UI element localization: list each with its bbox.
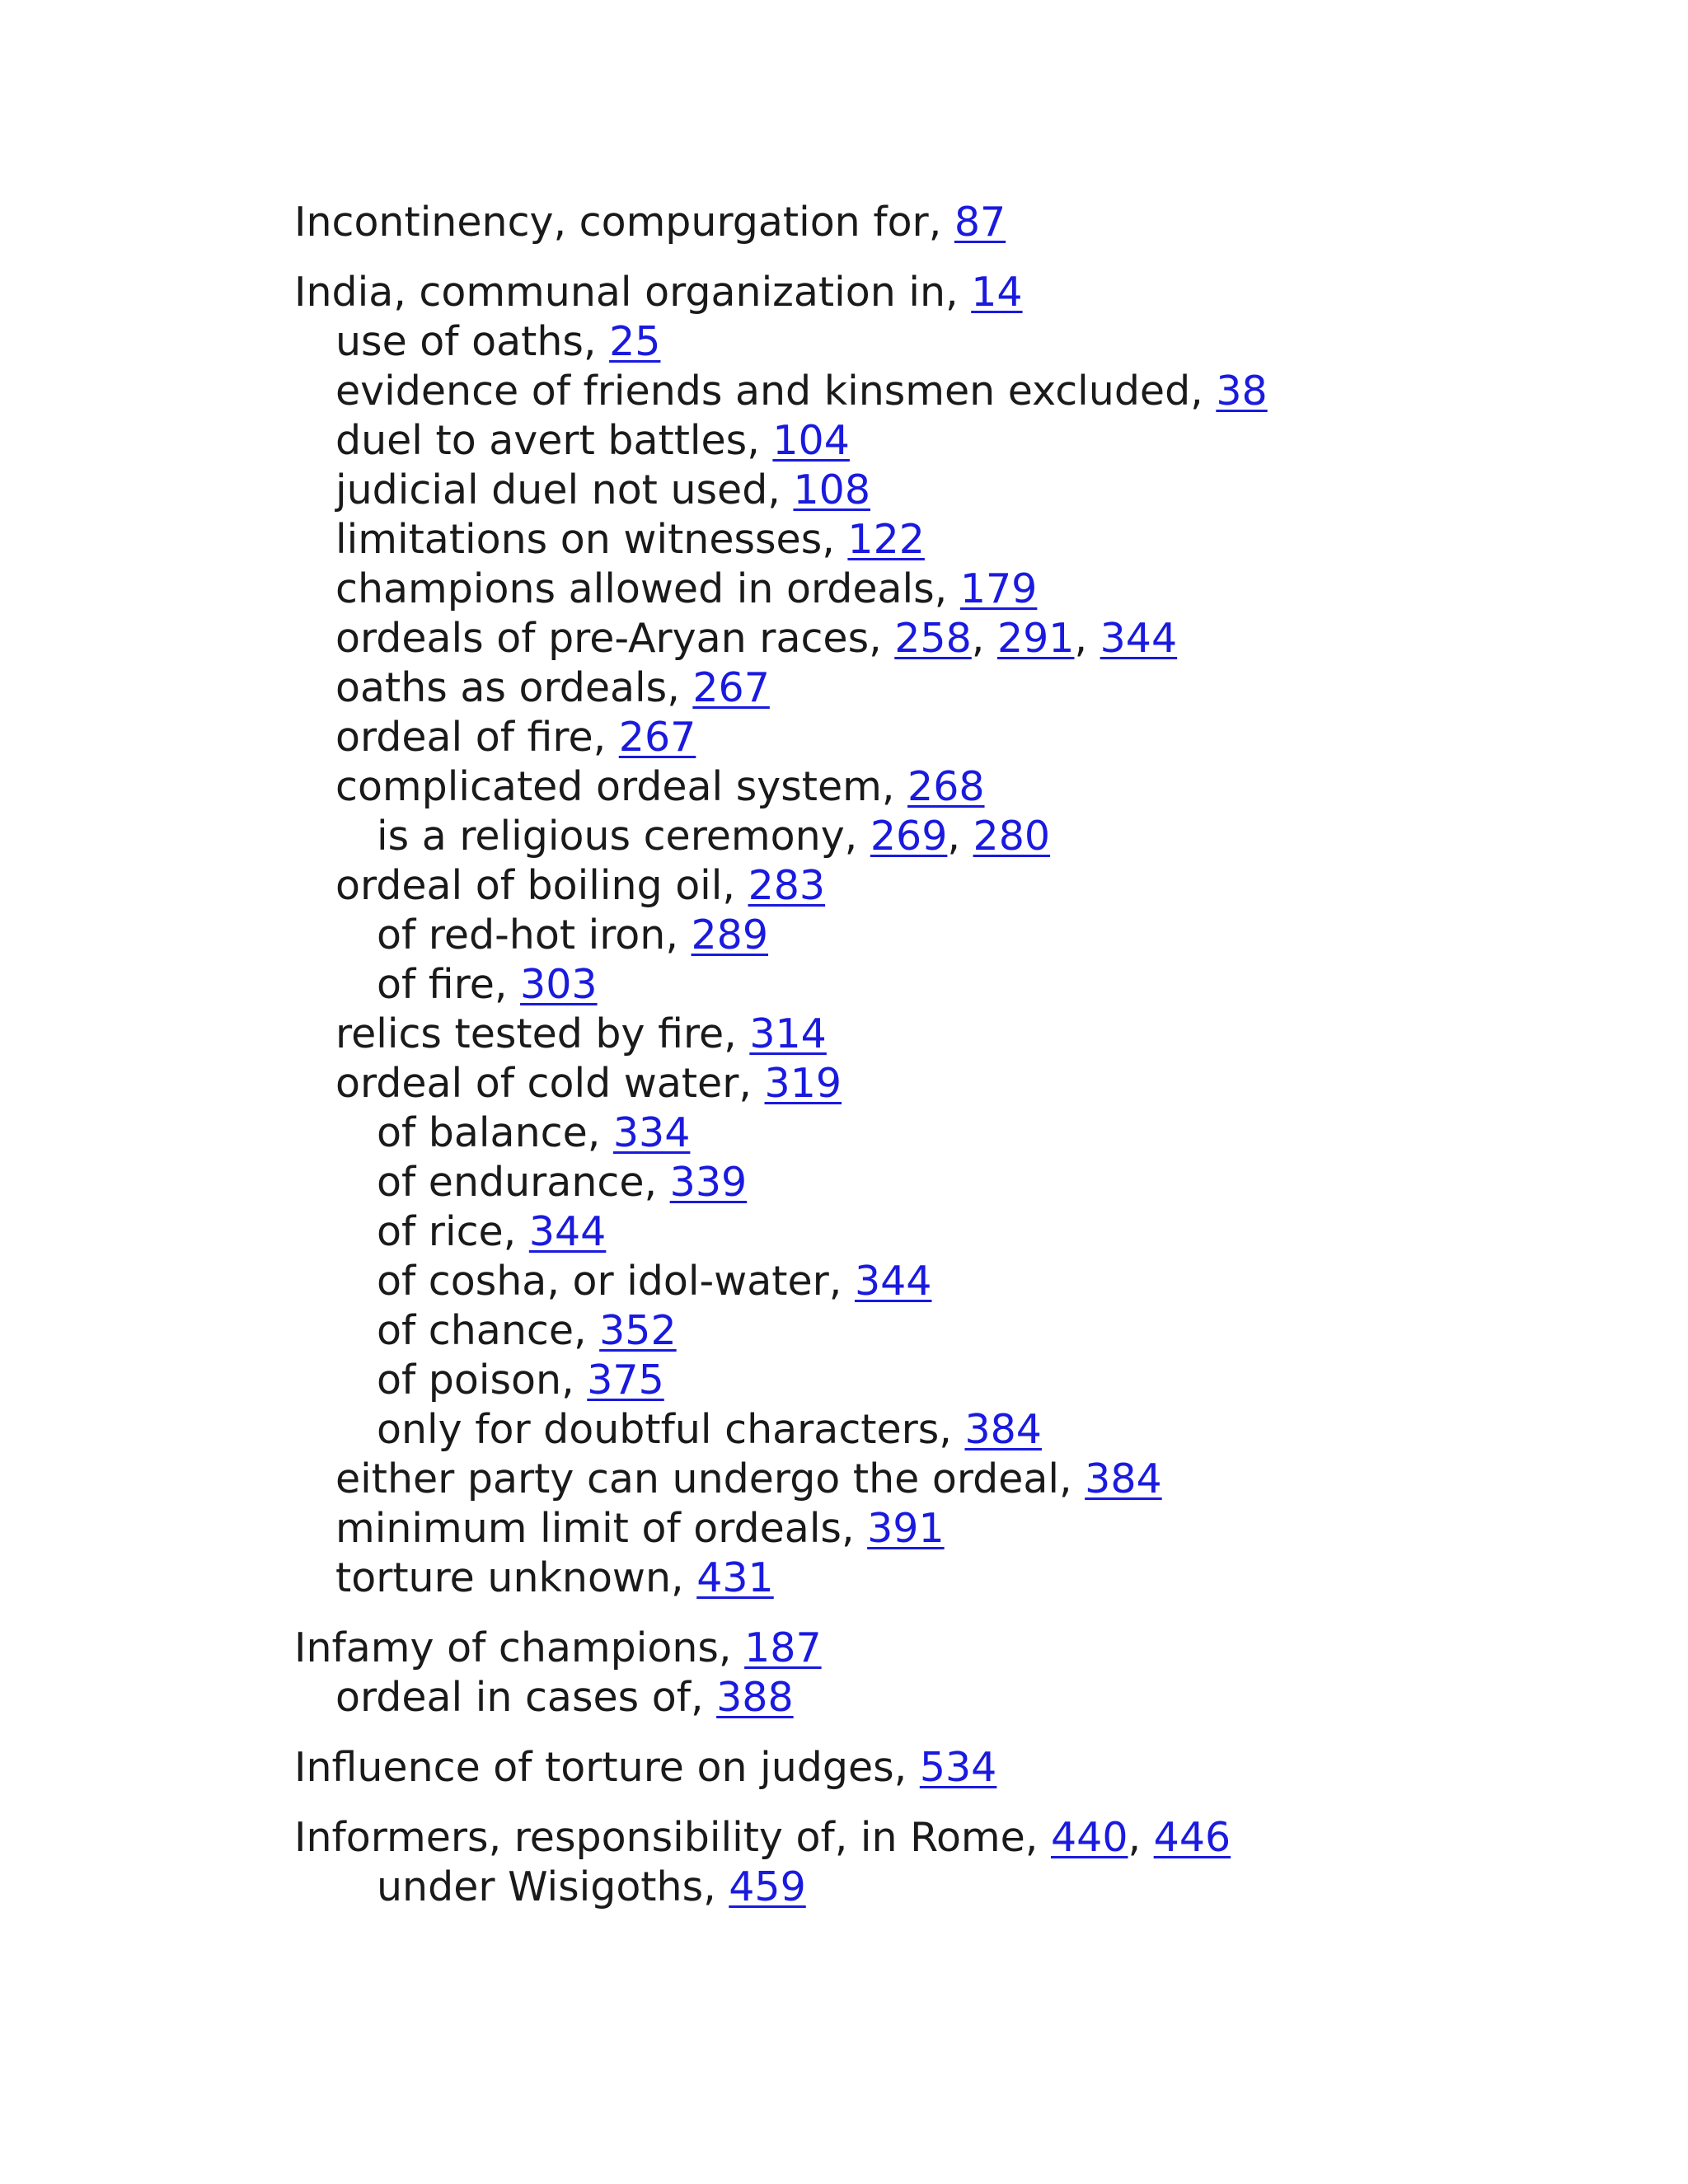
page-link[interactable]: 446 — [1153, 1814, 1231, 1861]
index-entry — [294, 1743, 1613, 1793]
index-entry — [294, 1207, 1613, 1257]
page-link[interactable]: 289 — [691, 912, 769, 958]
index-entry — [294, 565, 1613, 614]
page-link[interactable]: 314 — [749, 1010, 827, 1057]
index-entry — [294, 1158, 1613, 1207]
index-entry-text: of endurance, — [377, 1159, 670, 1206]
index-entry-text: India, communal organization in, — [294, 269, 972, 316]
index-entry — [294, 960, 1613, 1010]
page-link[interactable]: 339 — [669, 1159, 748, 1206]
index-entry-text: minimum limit of ordeals, — [335, 1505, 868, 1552]
page-link[interactable]: 344 — [854, 1258, 932, 1305]
index-entry-text: Informers, responsibility of, in Rome, — [294, 1814, 1051, 1861]
index-entry-text: of rice, — [377, 1208, 529, 1255]
index-entry — [294, 515, 1613, 565]
page-link[interactable]: 459 — [729, 1863, 806, 1910]
page-link[interactable]: 38 — [1216, 368, 1268, 415]
index-entry-text: Incontinency, compurgation for, — [294, 199, 954, 246]
index-entry-text: of fire, — [377, 961, 521, 1008]
index-entry — [294, 317, 1613, 367]
index-entry — [294, 762, 1613, 812]
index-entry — [294, 1306, 1613, 1356]
page-link[interactable]: 388 — [716, 1674, 794, 1721]
index-entry-text: limitations on witnesses, — [335, 516, 848, 563]
page-link[interactable]: 108 — [793, 466, 870, 513]
index-entry — [294, 466, 1613, 515]
index-entry-text: Influence of torture on judges, — [294, 1744, 920, 1791]
page-link[interactable]: 269 — [870, 813, 948, 860]
page-link[interactable]: 334 — [612, 1109, 691, 1156]
index-entry — [294, 1010, 1613, 1059]
index-entry-text: of red-hot iron, — [377, 912, 692, 958]
index-entry — [294, 1455, 1613, 1504]
index-entry — [294, 1108, 1613, 1158]
page-separator: , — [1128, 1814, 1154, 1861]
index-entry-text: torture unknown, — [335, 1554, 697, 1601]
page-separator: , — [947, 813, 973, 860]
index-entry-text: ordeals of pre-Aryan races, — [335, 615, 895, 662]
index-entry — [294, 1863, 1613, 1912]
index-entry — [294, 198, 1613, 247]
index-entry-text: champions allowed in ordeals, — [335, 565, 960, 612]
index-entry — [294, 416, 1613, 466]
index-entry — [294, 1813, 1613, 1863]
page-link[interactable]: 384 — [964, 1406, 1042, 1453]
index-entry — [294, 1257, 1613, 1306]
index-entry-text: relics tested by fire, — [335, 1010, 750, 1057]
index-entry — [294, 1673, 1613, 1722]
page-link[interactable]: 267 — [618, 714, 696, 761]
page-link[interactable]: 258 — [894, 615, 972, 662]
page-link[interactable]: 283 — [748, 862, 826, 909]
index-entry — [294, 911, 1613, 960]
index-entry-text: duel to avert battles, — [335, 417, 773, 464]
index-entry-text: ordeal in cases of, — [335, 1674, 717, 1721]
index-entry — [294, 1624, 1613, 1673]
page-link[interactable]: 344 — [1100, 615, 1178, 662]
index-entry-text: of cosha, or idol-water, — [377, 1258, 855, 1305]
index-entry-text: ordeal of fire, — [335, 714, 619, 761]
index-entry-text: of poison, — [377, 1357, 588, 1404]
index-entry — [294, 1356, 1613, 1405]
index-entry — [294, 1405, 1613, 1455]
page-link[interactable]: 104 — [772, 417, 850, 464]
index-entry-text: evidence of friends and kinsmen excluded, — [335, 368, 1217, 415]
page-link[interactable]: 440 — [1050, 1814, 1128, 1861]
page-link[interactable]: 303 — [520, 961, 598, 1008]
index-entry-text: of chance, — [377, 1307, 600, 1354]
page-link[interactable]: 25 — [609, 318, 661, 365]
index-entry-text: either party can undergo the ordeal, — [335, 1455, 1085, 1502]
index-entry — [294, 1059, 1613, 1108]
index-entry — [294, 1504, 1613, 1554]
page-link[interactable]: 122 — [847, 516, 925, 563]
page-link[interactable]: 179 — [959, 565, 1038, 612]
index-entry — [294, 614, 1613, 663]
index-entry — [294, 713, 1613, 762]
index-entry-text: judicial duel not used, — [335, 466, 794, 513]
page-link[interactable]: 291 — [996, 615, 1075, 662]
page-link[interactable]: 267 — [692, 664, 770, 711]
page-link[interactable]: 391 — [867, 1505, 945, 1552]
index-entry-text: ordeal of boiling oil, — [335, 862, 748, 909]
index-entry — [294, 367, 1613, 416]
index-entry-text: Infamy of champions, — [294, 1624, 745, 1671]
index-entry-text: ordeal of cold water, — [335, 1060, 765, 1107]
index-entry-text: complicated ordeal system, — [335, 763, 908, 810]
page-link[interactable]: 344 — [528, 1208, 607, 1255]
page-link[interactable]: 384 — [1085, 1455, 1162, 1502]
page-link[interactable]: 534 — [919, 1744, 997, 1791]
index-entry — [294, 861, 1613, 911]
page-link[interactable]: 14 — [971, 269, 1023, 316]
index-entry-text: is a religious ceremony, — [377, 813, 870, 860]
index-entry-text: of balance, — [377, 1109, 613, 1156]
page-link[interactable]: 187 — [744, 1624, 822, 1671]
page-link[interactable]: 431 — [696, 1554, 774, 1601]
page-separator: , — [971, 615, 997, 662]
index-entry-text: under Wisigoths, — [377, 1863, 729, 1910]
index-entry-text: only for doubtful characters, — [377, 1406, 965, 1453]
index-entry — [294, 1554, 1613, 1603]
page-link[interactable]: 268 — [907, 763, 985, 810]
index-entry — [294, 812, 1613, 861]
index-entry — [294, 663, 1613, 713]
index-entry — [294, 268, 1613, 317]
index-list — [294, 198, 1613, 1912]
page-link[interactable]: 352 — [599, 1307, 677, 1354]
page-link[interactable]: 375 — [587, 1357, 664, 1404]
page-link[interactable]: 280 — [973, 813, 1051, 860]
index-entry-text: use of oaths, — [335, 318, 610, 365]
page-link[interactable]: 87 — [954, 199, 1006, 246]
page-separator: , — [1074, 615, 1100, 662]
page-link[interactable]: 319 — [764, 1060, 842, 1107]
index-entry-text: oaths as ordeals, — [335, 664, 693, 711]
